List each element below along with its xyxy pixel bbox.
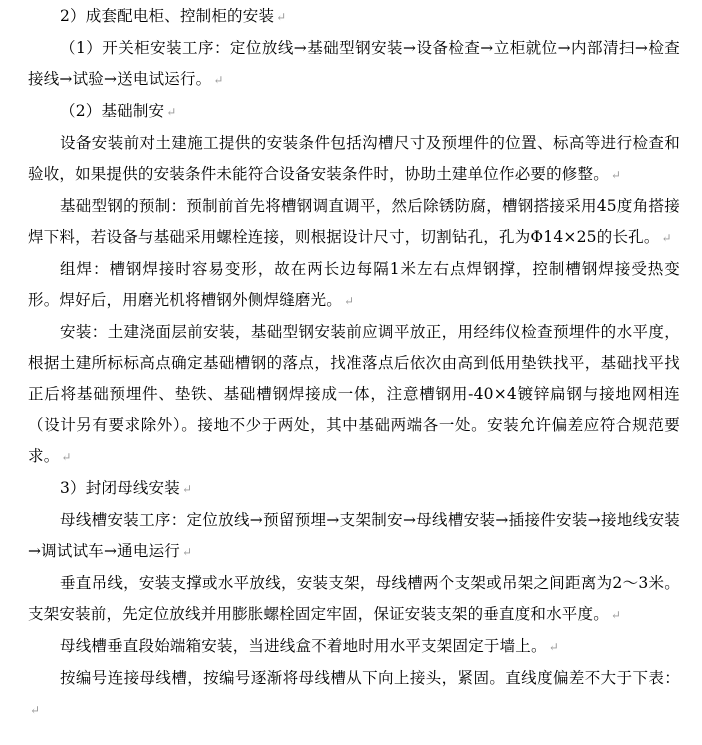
paragraph-text: 母线槽垂直段始端箱安装，当进线盒不着地时用水平支架固定于墙上。 <box>60 637 547 655</box>
return-mark-icon: ↵ <box>610 608 622 622</box>
return-mark-icon: ↵ <box>166 105 177 119</box>
paragraph-text: （1）开关柜安装工序：定位放线→基础型钢安装→设备检查→立柜就位→内部清扫→检查接线→试验→送电试运行。 <box>28 39 680 88</box>
paragraph-text: 母线槽安装工序：定位放线→预留预埋→支架制安→母线槽安装→插接件安装→接地线安装→调试试车→通电运行 <box>28 511 680 560</box>
return-mark-icon: ↵ <box>548 640 559 654</box>
paragraph-inspection <box>28 128 680 191</box>
paragraph-text: 3）封闭母线安装 <box>60 479 180 497</box>
paragraph-text: 按编号连接母线槽，按编号逐渐将母线槽从下向上接头，紧固。直线度偏差不大于下表： <box>60 669 680 687</box>
paragraph-installation <box>28 317 680 473</box>
paragraph-vertical-section <box>28 631 680 663</box>
paragraph-text: 设备安装前对土建施工提供的安装条件包括沟槽尺寸及预埋件的位置、标高等进行检查和验收，如果提供的安装条件未能符合设备安装条件时，协助土建单位作必要的修整。 <box>28 134 680 183</box>
paragraph-text: 垂直吊线，安装支撑或水平放线，安装支架，母线槽两个支架或吊架之间距离为2～3米。支架安装前，先定位放线并用膨胀螺栓固定牢固，保证安装支架的垂直度和水平度。 <box>28 574 680 623</box>
heading-foundation <box>28 96 680 128</box>
return-mark-icon: ↵ <box>661 231 672 245</box>
paragraph-switchgear-procedure <box>28 33 680 96</box>
paragraph-connection <box>28 663 680 726</box>
return-mark-icon: ↵ <box>276 10 287 24</box>
document-body <box>28 0 680 726</box>
return-mark-icon: ↵ <box>181 545 193 559</box>
paragraph-steel-prefabrication <box>28 191 680 254</box>
return-mark-icon: ↵ <box>344 294 355 308</box>
paragraph-welding <box>28 254 680 317</box>
paragraph-text: 基础型钢的预制：预制前首先将槽钢调直调平，然后除锈防腐，槽钢搭接采用45度角搭接焊下料，若设备与基础采用螺栓连接，则根据设计尺寸，切割钻孔，孔为Φ14×25的长孔。 <box>28 197 680 246</box>
paragraph-text: 安装：土建浇面层前安装，基础型钢安装前应调平放正，用经纬仪检查预埋件的水平度，根据土建所标标高点确定基础槽钢的落点，找准落点后依次由高到低用垫铁找平，基础找平找正后将基础预埋件、垫铁、基础槽钢焊接成一体，注意槽钢用-40×4镀锌扁钢与接地网相连（设计另有要求除外）。接地不少于两处，其中基础两端各一处。安装允许偏差应符合规范要求。 <box>28 323 680 465</box>
paragraph-support-installation <box>28 568 680 631</box>
paragraph-text: （2）基础制安 <box>60 102 165 120</box>
paragraph-text: 2）成套配电柜、控制柜的安装 <box>60 7 275 25</box>
return-mark-icon: ↵ <box>610 168 622 182</box>
heading-busway-installation <box>28 473 680 505</box>
return-mark-icon: ↵ <box>61 450 72 464</box>
paragraph-text: 组焊：槽钢焊接时容易变形，故在两长边每隔1米左右点焊钢撑，控制槽钢焊接受热变形。焊好后，用磨光机将槽钢外侧焊缝磨光。 <box>28 260 680 309</box>
return-mark-icon: ↵ <box>181 482 193 496</box>
return-mark-icon: ↵ <box>30 703 41 717</box>
paragraph-busway-procedure <box>28 505 680 568</box>
return-mark-icon: ↵ <box>213 73 224 87</box>
heading-switchgear-installation <box>28 1 680 33</box>
